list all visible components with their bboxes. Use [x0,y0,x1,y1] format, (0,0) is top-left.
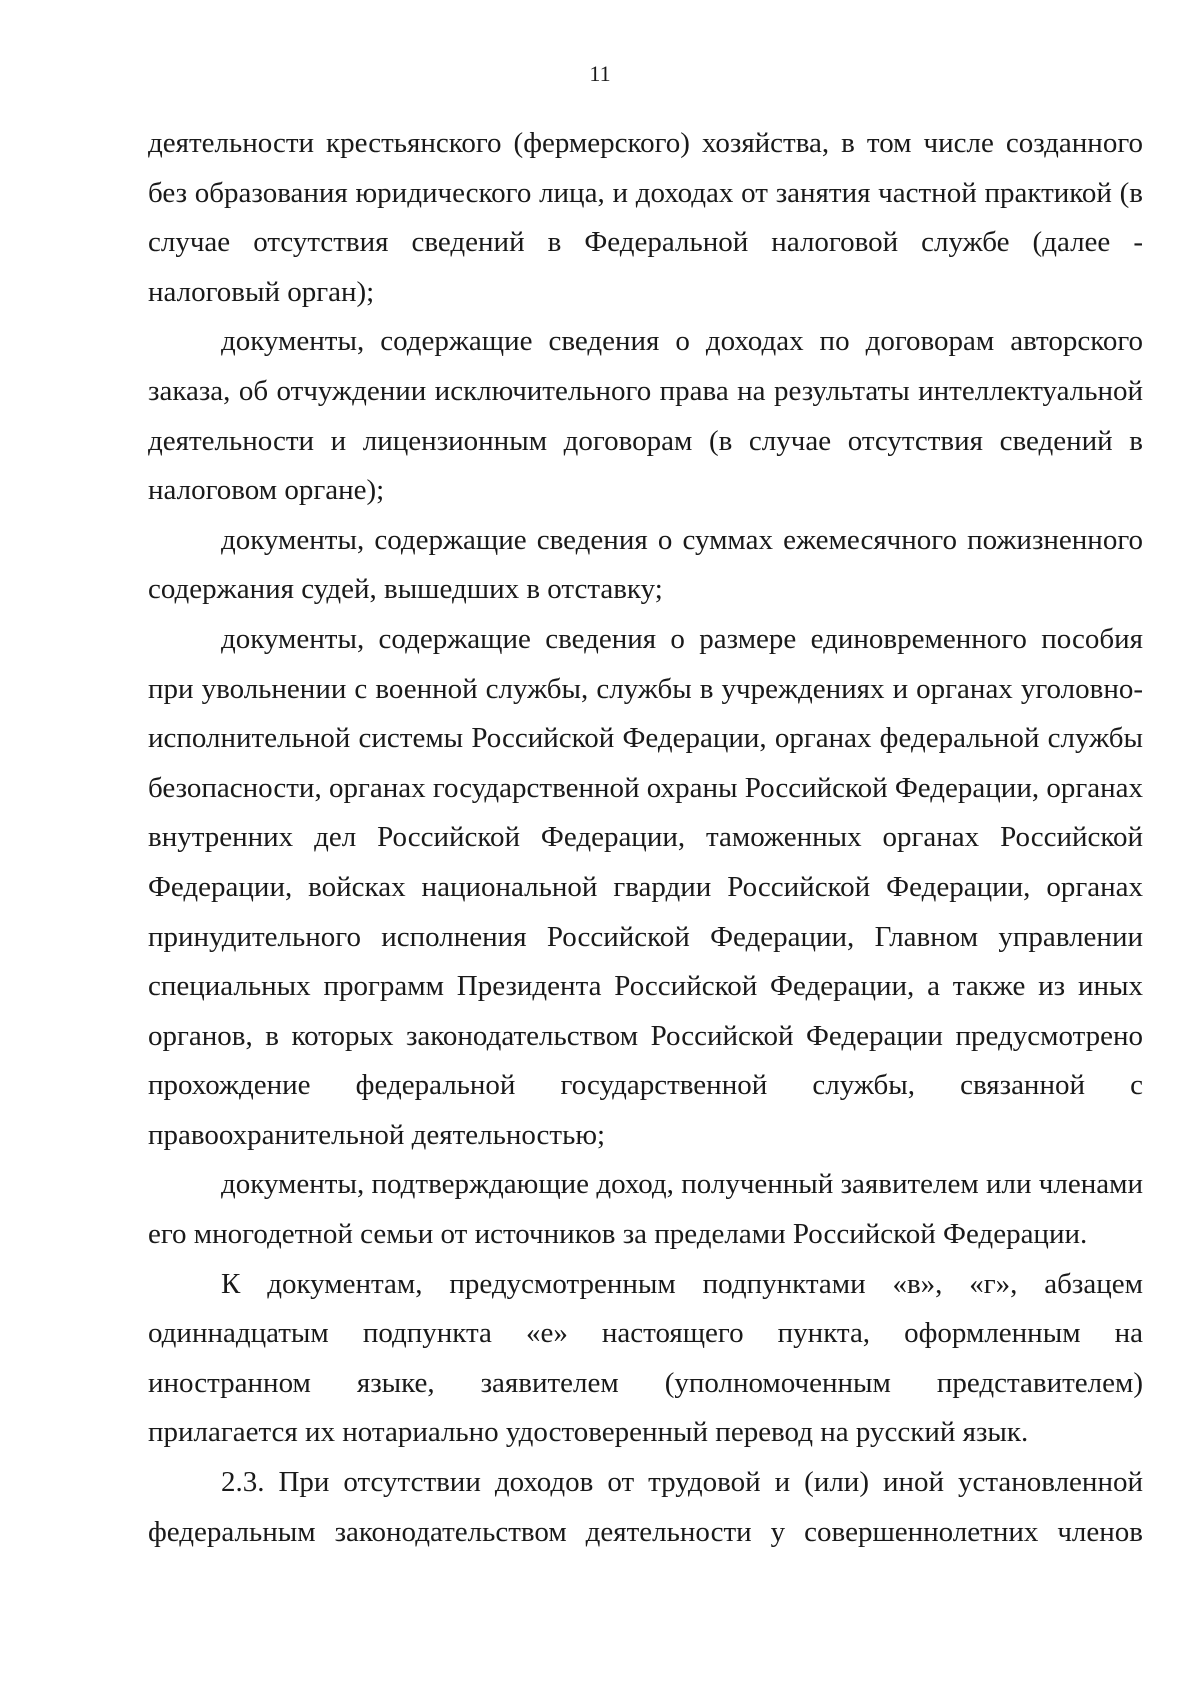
paragraph-clause-2-3: 2.3. При отсутствии доходов от трудовой и (или) иной установленной федеральным законодательством деятельности у совершеннолетних членов [148,1466,1143,1548]
paragraph-judges-allowance: документы, содержащие сведения о суммах ежемесячного пожизненного содержания судей, вышедших в отставку; [148,523,1143,606]
document-body [148,119,1143,1557]
paragraph-severance-allowance: документы, содержащие сведения о размере единовременного пособия при увольнении с военной службы, службы в учреждениях и органах уголовно-исполнительной системы Российской Федерации, органах федеральной службы безопасности, органах государственной охраны Российской Федерации, органах внутренних дел Российской Федерации, таможенных органах Российской Федерации, войсках национальной гвардии Российской Федерации, органах принудительного исполнения Российской Федерации, Главном управлении специальных программ Президента Российской Федерации, а также из иных органов, в которых законодательством Российской Федерации предусмотрено прохождение федеральной государственной службы, связанной с правоохранительной деятельностью; [148,622,1143,1151]
paragraph-foreign-income: документы, подтверждающие доход, полученный заявителем или членами его многодетной семьи от источников за пределами Российской Федерации. [148,1168,1143,1251]
paragraph-author-contracts: документы, содержащие сведения о доходах по договорам авторского заказа, об отчуждении исключительного права на результаты интеллектуальной деятельности и лицензионным договорам (в случае отсутствия сведений в налоговом органе); [148,325,1143,507]
page-number: 11 [589,61,611,86]
paragraph-translation: К документам, предусмотренным подпунктами «в», «г», абзацем одиннадцатым подпункта «е» настоящего пункта, оформленным на иностранном языке, заявителем (уполномоченным представителем) прилагается их нотариально удостоверенный перевод на русский язык. [148,1267,1143,1449]
paragraph-continuation: деятельности крестьянского (фермерского) хозяйства, в том числе созданного без образования юридического лица, и доходах от занятия частной практикой (в случае отсутствия сведений в Федеральной налоговой службе (далее - налоговый орган); [148,127,1143,308]
